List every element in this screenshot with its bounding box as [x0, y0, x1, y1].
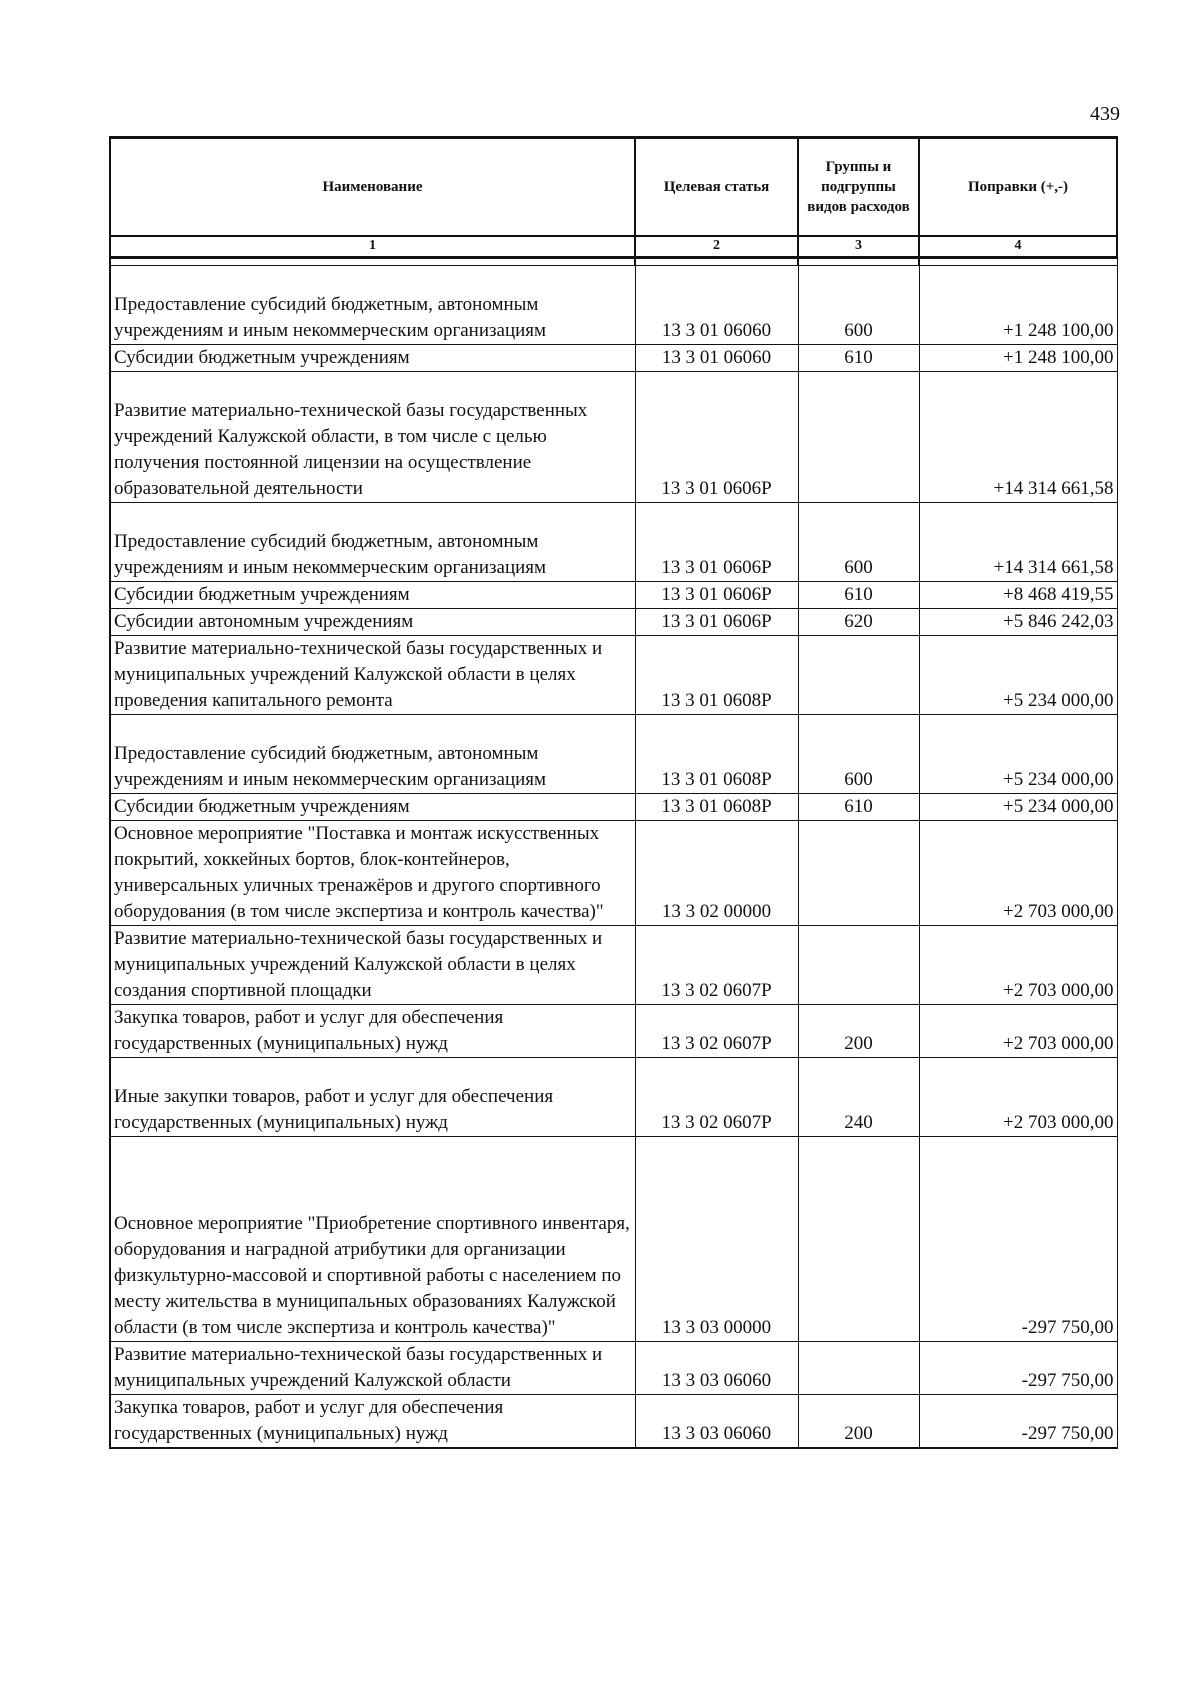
header-name: Наименование — [110, 138, 635, 237]
header-expense-groups: Группы и подгруппы видов расходов — [798, 138, 919, 237]
row-amount-cell: +5 234 000,00 — [919, 794, 1117, 821]
row-target-code-cell: 13 3 01 0606Р — [635, 503, 798, 582]
row-expense-group-cell: 600 — [798, 266, 919, 345]
row-amount-cell: +14 314 661,58 — [919, 372, 1117, 503]
table-row — [110, 372, 1117, 503]
row-target-code-cell: 13 3 01 0608Р — [635, 794, 798, 821]
row-target-code-cell: 13 3 03 06060 — [635, 1342, 798, 1395]
header-row — [110, 138, 1117, 237]
row-amount-cell: +5 234 000,00 — [919, 636, 1117, 715]
row-target-code-cell: 13 3 03 06060 — [635, 1395, 798, 1449]
row-amount-cell: +2 703 000,00 — [919, 821, 1117, 926]
row-target-code-cell: 13 3 01 0606Р — [635, 609, 798, 636]
spacer-row — [110, 258, 1117, 266]
row-expense-group-cell: 600 — [798, 503, 919, 582]
table-row — [110, 821, 1117, 926]
table-row — [110, 609, 1117, 636]
row-expense-group-cell: 240 — [798, 1058, 919, 1137]
row-expense-group-cell — [798, 1342, 919, 1395]
column-number: 4 — [919, 236, 1117, 258]
row-name-cell: Развитие материально-технической базы государственных учреждений Калужской области, в том числе с целью получения постоянной лицензии на осуществление образовательной деятельности — [110, 372, 635, 503]
row-name-cell: Субсидии бюджетным учреждениям — [110, 794, 635, 821]
table-row — [110, 345, 1117, 372]
row-target-code-cell: 13 3 03 00000 — [635, 1137, 798, 1342]
row-name-cell: Предоставление субсидий бюджетным, автономным учреждениям и иным некоммерческим организациям — [110, 266, 635, 345]
row-name-cell: Иные закупки товаров, работ и услуг для обеспечения государственных (муниципальных) нужд — [110, 1058, 635, 1137]
row-target-code-cell: 13 3 02 0607Р — [635, 1005, 798, 1058]
row-name-cell: Субсидии автономным учреждениям — [110, 609, 635, 636]
row-target-code-cell: 13 3 02 0607Р — [635, 926, 798, 1005]
header-target-article: Целевая статья — [635, 138, 798, 237]
row-amount-cell: +1 248 100,00 — [919, 266, 1117, 345]
row-target-code-cell: 13 3 01 0606Р — [635, 582, 798, 609]
row-name-cell: Субсидии бюджетным учреждениям — [110, 345, 635, 372]
row-name-cell: Развитие материально-технической базы государственных и муниципальных учреждений Калужской области — [110, 1342, 635, 1395]
row-name-cell: Субсидии бюджетным учреждениям — [110, 582, 635, 609]
row-name-cell: Закупка товаров, работ и услуг для обеспечения государственных (муниципальных) нужд — [110, 1005, 635, 1058]
header-amendments: Поправки (+,-) — [919, 138, 1117, 237]
row-target-code-cell: 13 3 01 0608Р — [635, 715, 798, 794]
table-row — [110, 1058, 1117, 1137]
table-row — [110, 503, 1117, 582]
table-row — [110, 1005, 1117, 1058]
row-target-code-cell: 13 3 01 06060 — [635, 345, 798, 372]
column-number: 3 — [798, 236, 919, 258]
row-expense-group-cell: 200 — [798, 1005, 919, 1058]
table-row — [110, 926, 1117, 1005]
row-amount-cell: +2 703 000,00 — [919, 1058, 1117, 1137]
row-target-code-cell: 13 3 01 06060 — [635, 266, 798, 345]
row-expense-group-cell — [798, 926, 919, 1005]
row-amount-cell: +1 248 100,00 — [919, 345, 1117, 372]
table-row — [110, 715, 1117, 794]
row-name-cell: Развитие материально-технической базы государственных и муниципальных учреждений Калужской области в целях создания спортивной площадки — [110, 926, 635, 1005]
row-name-cell: Предоставление субсидий бюджетным, автономным учреждениям и иным некоммерческим организациям — [110, 503, 635, 582]
column-number: 2 — [635, 236, 798, 258]
row-target-code-cell: 13 3 01 0608Р — [635, 636, 798, 715]
row-expense-group-cell: 610 — [798, 794, 919, 821]
row-amount-cell: +2 703 000,00 — [919, 926, 1117, 1005]
table-row — [110, 1137, 1117, 1342]
row-expense-group-cell: 610 — [798, 345, 919, 372]
row-amount-cell: +2 703 000,00 — [919, 1005, 1117, 1058]
row-expense-group-cell: 620 — [798, 609, 919, 636]
row-amount-cell: -297 750,00 — [919, 1342, 1117, 1395]
row-expense-group-cell — [798, 821, 919, 926]
row-name-cell: Закупка товаров, работ и услуг для обеспечения государственных (муниципальных) нужд — [110, 1395, 635, 1449]
row-name-cell: Основное мероприятие "Поставка и монтаж искусственных покрытий, хоккейных бортов, блок-контейнеров, универсальных уличных тренажёров и другого спортивного оборудования (в том числе экспертиза и контроль качества)" — [110, 821, 635, 926]
page-number: 439 — [1090, 103, 1120, 125]
row-name-cell: Развитие материально-технической базы государственных и муниципальных учреждений Калужской области в целях проведения капитального ремонта — [110, 636, 635, 715]
row-name-cell: Предоставление субсидий бюджетным, автономным учреждениям и иным некоммерческим организациям — [110, 715, 635, 794]
row-target-code-cell: 13 3 02 00000 — [635, 821, 798, 926]
table-row — [110, 582, 1117, 609]
row-amount-cell: -297 750,00 — [919, 1395, 1117, 1449]
row-target-code-cell: 13 3 02 0607Р — [635, 1058, 798, 1137]
row-expense-group-cell: 600 — [798, 715, 919, 794]
row-amount-cell: +5 846 242,03 — [919, 609, 1117, 636]
table-row — [110, 1395, 1117, 1449]
row-expense-group-cell — [798, 1137, 919, 1342]
table-row — [110, 636, 1117, 715]
column-number-row — [110, 236, 1117, 258]
row-expense-group-cell — [798, 636, 919, 715]
column-number: 1 — [110, 236, 635, 258]
table-row — [110, 1342, 1117, 1395]
row-expense-group-cell: 610 — [798, 582, 919, 609]
row-expense-group-cell: 200 — [798, 1395, 919, 1449]
row-amount-cell: +5 234 000,00 — [919, 715, 1117, 794]
row-amount-cell: -297 750,00 — [919, 1137, 1117, 1342]
row-amount-cell: +14 314 661,58 — [919, 503, 1117, 582]
row-amount-cell: +8 468 419,55 — [919, 582, 1117, 609]
row-name-cell: Основное мероприятие "Приобретение спортивного инвентаря, оборудования и наградной атрибутики для организации физкультурно-массовой и спортивной работы с населением по месту жительства в муниципальных образованиях Калужской области (в том числе экспертиза и контроль качества)" — [110, 1137, 635, 1342]
budget-amendments-table — [109, 136, 1118, 1449]
table-row — [110, 794, 1117, 821]
table-row — [110, 266, 1117, 345]
row-expense-group-cell — [798, 372, 919, 503]
row-target-code-cell: 13 3 01 0606Р — [635, 372, 798, 503]
